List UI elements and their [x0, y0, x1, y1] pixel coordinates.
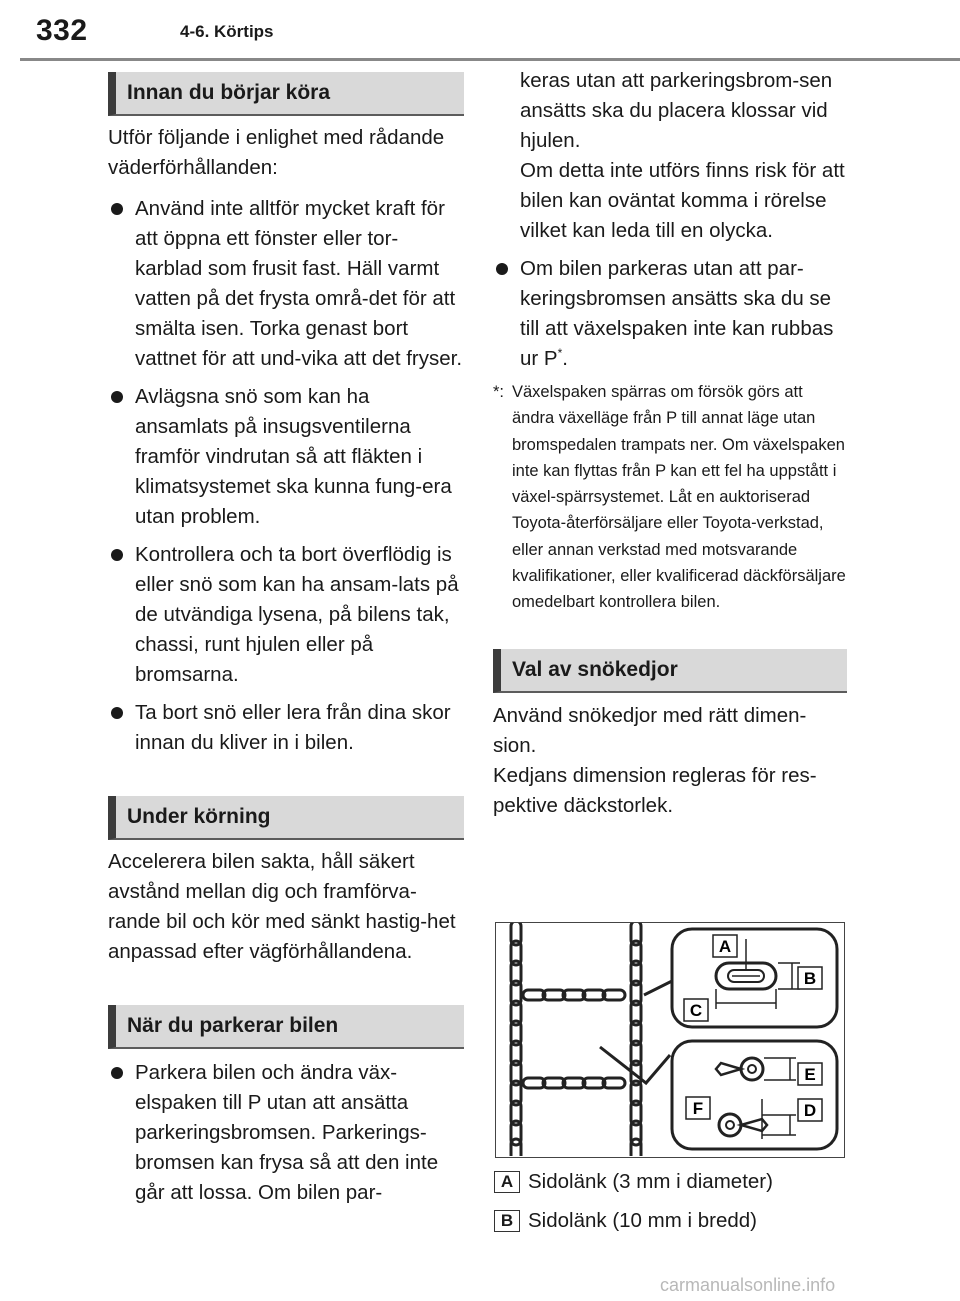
legend-key: A [494, 1171, 520, 1193]
intro-paragraph: Utför följande i enlighet med rådande väderförhållanden: [108, 126, 445, 179]
bullet-item: Parkera bilen och ändra väx-elspaken till P utan att ansätta parkeringsbromsen. Parkerings-bromsen kan frysa så att den inte går att lossa. Om bilen par- [108, 1058, 464, 1208]
bullet-text: Om bilen parkeras utan att par-keringsbromsen ansätts ska du se till att växelspaken inte kan rubbas ur P [520, 257, 834, 370]
section-heading-snow-chains [493, 649, 847, 693]
bullet-item: Ta bort snö eller lera från dina skor innan du kliver in i bilen. [108, 698, 464, 758]
page-number: 332 [36, 14, 88, 47]
footnote-mark: *: [493, 383, 505, 401]
footnote [493, 379, 847, 616]
chains-paragraph: Använd snökedjor med rätt dimen-sion. [493, 703, 807, 757]
legend-item-a [494, 1170, 773, 1194]
footnote-text: Växelspaken spärras om försök görs att ändra växelläge från P till annat läge utan bromspedalen trampats ner. Om växelspaken inte kan flyttas från P kan ett fel ha uppstått i växel-spärrsystemet. Låt en auktoriserad Toyota-återförsäljare eller Toyota-verkstad, eller annan verkstad med motsvarande kvalifikationer, eller kvalificerad däckförsäljare omedelbart kontrollera bilen. [512, 383, 846, 612]
chain-left [511, 923, 521, 1156]
footnote-ref: * [557, 346, 563, 361]
driving-paragraph: Accelerera bilen sakta, håll säkert avstånd mellan dig och framförva-rande bil och kör med sänkt hastig-het anpassad efter vägförhållandena. [108, 850, 456, 963]
section-heading-text: Innan du börjar köra [127, 81, 331, 104]
chains-paragraph: Kedjans dimension regleras för res-pektive däckstorlek. [493, 763, 817, 817]
section-heading-text: Val av snökedjor [512, 657, 678, 681]
warning-paragraph: Om detta inte utförs finns risk för att bilen kan oväntat komma i rörelse vilket kan leda till en olycka. [520, 159, 845, 242]
section-heading-before-driving [108, 72, 464, 116]
figure-label-c: C [689, 1001, 703, 1020]
section-heading-while-driving [108, 796, 464, 840]
legend-text: Sidolänk (3 mm i diameter) [528, 1170, 773, 1193]
section-heading-text: Under körning [127, 805, 271, 828]
header-rule [20, 58, 960, 61]
callout-side-link [672, 929, 837, 1027]
right-column [493, 66, 847, 821]
figure-label-d: D [803, 1101, 817, 1120]
section-heading-when-parking [108, 1005, 464, 1049]
chain-cross-top [523, 990, 625, 1000]
legend-key: B [494, 1210, 520, 1232]
section-heading-text: När du parkerar bilen [127, 1014, 339, 1037]
snow-chain-figure [495, 922, 845, 1158]
bullet-end: . [562, 347, 568, 370]
snow-chain-diagram [496, 923, 844, 1156]
figure-label-a: A [718, 937, 732, 956]
legend-item-b [494, 1209, 757, 1233]
continued-paragraph: keras utan att parkeringsbrom-sen ansätts ska du placera klossar vid hjulen. [520, 69, 833, 152]
legend-text: Sidolänk (10 mm i bredd) [528, 1209, 758, 1232]
bullet-item: Kontrollera och ta bort överflödig is eller snö som kan ha ansam-lats på de utvändiga lysena, på bilens tak, chassi, runt hjulen eller på bromsarna. [108, 540, 464, 690]
bullet-item [493, 254, 847, 374]
figure-label-b: B [803, 969, 817, 988]
left-column [108, 72, 464, 1208]
figure-label-e: E [804, 1065, 816, 1084]
watermark: carmanualsonline.info [660, 1275, 836, 1295]
chain-right [631, 923, 641, 1156]
bullet-item: Använd inte alltför mycket kraft för att öppna ett fönster eller tor-karblad som frusit fast. Häll varmt vatten på det frysta områ-det för att smälta isen. Torka genast bort vattnet för att und-vika att det fryser. [108, 194, 464, 374]
callout-cross-link [672, 1041, 837, 1149]
bullet-item: Avlägsna snö som kan ha ansamlats på insugsventilerna framför vindrutan så att fläkten i klimatsystemet ska kunna fung-era utan problem. [108, 382, 464, 532]
chain-cross-bottom [523, 1078, 625, 1088]
chapter-title: 4-6. Körtips [180, 22, 274, 41]
figure-label-f: F [692, 1099, 704, 1118]
